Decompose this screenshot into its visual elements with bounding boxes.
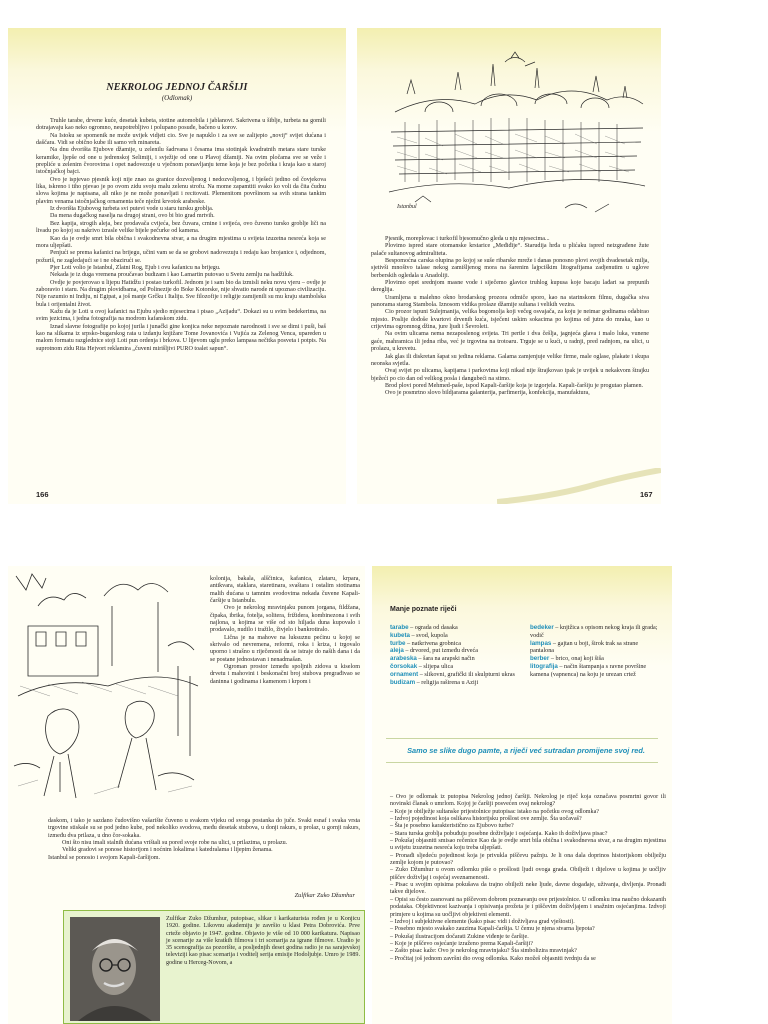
- paragraph: Bez kapija, strogih aleja, bez prodavača cvijeća, bez čuvara, crnine i svijeća, ovo čuveno tursko groblje liči na livadu po kojoj su nakrivo izrasle velike bijele pečurke od kamena.: [36, 220, 326, 235]
- paragraph: Ovo je posmrtno slovo bildjarama galanterija, parfimerija, konfekcija, manufaktura,: [385, 390, 590, 397]
- paragraph: Plovimo ispred stare otomanske krstarice „Međiđije“. Starudija hrđa u plićaku ispred neizgrađene žute palače sultanovog admiraliteta.: [371, 243, 649, 257]
- glossary-entry: tarabe – ograda od dasaka: [390, 624, 458, 631]
- article-text-full-width: [48, 818, 360, 862]
- paragraph: Da mena dugačkog naselja na drugoj strani, ovo bi bio grad mrtvih.: [50, 213, 215, 220]
- author-photo: [70, 917, 160, 1021]
- article-text-right-column: [210, 576, 360, 686]
- paragraph: daskom, i tako je sazdano čudovišno vašarište čuveno u svakom vijeku od svoga postanka do juče. Svaki esnaf i svaka vrsta trgovine stiskale su se pod jedno kube, pod nekoliko svodova, među desetak stubova, u donji rakurs, u prolaz, u gornji rakurs, između dva prilaza, u dno čor-sokaka.: [48, 818, 360, 839]
- paragraph: Ovo je ispjevao pjesnik koji nije znao za granice dozvoljenog i nedozvoljenog, i bješeći jedino od čovjekova lika, iskreno i tiho pjevao je po ovom zidu svoju malu zelenu strofu. Na mome zapamtiti svako ko voli da čita čudnu slova kojima je napisana, ali niko je ne može ponavljati i recitovati. Plemenitom površinom sa svih strana tankim plavim venama istočnjačkog ornamenta teče nježni krvotok arabeske.: [36, 176, 326, 205]
- paragraph: Brod plovi pored Mehmed-paše, ispod Kapali-čaršije koja je izgorjela. Kapali-čaršiju je progutao plamen.: [385, 382, 644, 389]
- paragraph: Pjer Loti volio je Istanbul, Zlatni Rog, Ejub i ovu kafanicu na brijegu.: [50, 264, 221, 271]
- glossary-entry: lampas – gajtan u boji, širok trak sa strane pantalona: [530, 639, 639, 655]
- paragraph: Oni što nisu imali stalnih dućana vrištali su pored svoje robe na ulici, u prilazima, u prolazu.: [62, 840, 288, 847]
- highlight-quote: Samo se slike dugo pamte, a riječi već sutradan promijene svoj red.: [407, 746, 645, 755]
- paragraph: Na dnu dvorišta Ejubove džamije, u zelenilu šadrvana i česama ima stotinjak kvadratnih metara stare turske keramike, ljepše od one u jedrenskoj Selimiji, i svježije od one u Plavoj džamiji. Na ovim pločama sve se veže i prepliće u zelenim čvorovima i opet nadovezuje u vječnom ponavljanju teme koja je bez početka i kraja kao u staroj istočnjačkoj bajci.: [36, 147, 326, 176]
- question: – Koje je obilježje sultanske prijestolnice putopisac istako na početku ovog odlomka?: [390, 808, 599, 815]
- paragraph: Istanbul se ponosio i svojom Kapali-čaršijom.: [48, 854, 161, 861]
- article-text: [36, 118, 326, 353]
- paragraph: Ovaj svijet po ulicama, kapijama i parkovima koji nikad nije štrajkovao ipak je uvijek u nekakvom štrajku bježeći po cio dan od velikog posla i dangubeći na stimo.: [371, 368, 649, 382]
- page-167: [357, 28, 661, 504]
- glossary-entry: budizam – religija raširena u Aziji: [390, 678, 479, 686]
- paragraph: Na Istoku se spomenik ne može uvijek vidjeti cio. Sve je napuklo i za sve se zalijepio „novij“ svijet dućana i daščara. Vidi se obično kube ili samo vrh minareta.: [36, 132, 326, 147]
- author-signature: Zulfikar Zuko Džumhur: [294, 892, 355, 899]
- paragraph: Nekada je iz duga vremena proučavao budizam i kao Lamartin putovao u Svetu zemlju na hadžiluk.: [50, 272, 294, 279]
- illustration-caption: Istanbul: [397, 204, 417, 210]
- istanbul-sketch-illustration: [385, 42, 649, 222]
- paragraph: Bespomoćna carska olupina po kojoj se suše ribarske mreže i danas ponosno plovi svojih dvadesetak milja, sjetivši mnoštvo talase nekog zamišljenog mora na šarenim lajpciškim litografijama zadjenutim u uglove berberskih ogledala u Anadoliji.: [371, 258, 649, 279]
- paragraph: Kažu da je Loti u ovoj kafanici na Ejubu sjedio mjesecima i pisao „Azijadu“. Dokazi su u svim bedekerima, na svim jezicima, i jedna fotografija na modrom kafanskom zidu.: [36, 308, 326, 323]
- paragraph: Truhle tarabe, drvene kuće, desetak kubeta, stotine automobila i jablanovi. Sakrivena u šiblje, turbeta na gomili dotrajavaju kao neko ogromno, neupotrebljivo i polupano posuđe, bačeno u korov.: [36, 118, 326, 132]
- question: – Izdvoj pojedinost koja oslikava historijsku prošlost ove zemlje. Šta uočavaš?: [390, 816, 582, 823]
- paragraph: Cio prozor ispuni Sulejmanija, velika bogomolja koji večeg osvajača, za koju je neimar godinama odabirao mjesto. Poslije dođoše kvartovi drvenih kuća, isječeni uskim sokacima po kojima od jutra do mraka, kao u crijevima ogromnog džina, jure ljudi i Ševroleti.: [371, 309, 649, 331]
- question: – Zuko Džumhur u ovom odlomku piše o prošlosti ljudi ovoga grada. Obilježi i dijelove u kojima je uočljiv piščev doživljaj i osjećaj sveznamenosti.: [390, 867, 666, 881]
- paragraph: Na ovim ulicama nema nezaposlenog svijeta. Tri pertle i dva češlja, jagnjeća glava i malo luka, vunene gaće, mahramica ili jedna riba, već je trgovina na trotoaru. Trguje se u kući, u radnji, pred radnjom, na ulici, u prolazu, u krevetu.: [371, 331, 649, 353]
- paragraph: Penjući se prema kafanici na brijegu, učini vam se da se grobovi nadovezuju i redaju kao brojanice i, odjednom, požuriš, ne zagledajući se i ne obazirući se.: [36, 250, 326, 264]
- glossary-entry: turbe – natkrivena grobnica: [390, 639, 461, 647]
- question: – Šta je posebno karakteristično za Ejubovo turbe?: [390, 823, 514, 830]
- page-168: [8, 566, 365, 1024]
- glossary-entry: ornament – slikovni, grafički ili skulpturni ukras: [390, 670, 515, 678]
- questions-list: [390, 794, 666, 963]
- article-text: [371, 236, 649, 398]
- question: – Pisac u svojim opisima pokušava da trajno obilježi neke ljude, davne događaje, uživanja, divljenja. Pronađi takve dijelove.: [390, 882, 666, 896]
- glossary-title: Manje poznate riječi: [390, 606, 457, 613]
- glossary-entry: čorsokak – slijepa ulica: [390, 662, 454, 670]
- paragraph: Lična je na mahove na luksuznu pećinu u kojoj se skrivalo od nevremena, reformi, roka i kriza, i trgovalo uporno i strašno u riječenosti da se istraje do naših dana i da se postane jednostavan i nenadmašan.: [210, 634, 360, 663]
- paragraph: Ogroman prostor između spoljnih zidova u kiselom drvetu i mahovini i beskonačni broj stubova pregrađivao se daninna i godinama i kamenom i krpom i: [210, 664, 360, 685]
- glossary-right-column: [530, 624, 658, 679]
- paragraph: Uramljena u malehno okno brodarskog prozora odmiče sporo, kao na starinskom filmu, dugačka siva panorama starog Stambola. Iznosom vidika prolaze džamije sultana i velikih vezira.: [371, 294, 649, 309]
- question: – Pokušaj objasniti smisao rečenice Kao da je ovdje smrt bila obična i svakodnevna stvar, a na drugim mjestima u svijetu izuzetna nesreća koju treba uljepšati.: [390, 838, 666, 852]
- paragraph: Kao da je ovdje smrt bila obična i svakodnevna stvar, a na drugim mjestima u svijeta izuzetna nesreća koja se mora uljepšati.: [36, 235, 326, 249]
- glossary-entry: kubeta – svod, kupola: [390, 631, 448, 639]
- kapali-carsija-sketch-illustration: [8, 566, 204, 806]
- page-169: [372, 566, 672, 1024]
- question: – Pokušaj ilustracijom dočarati Zukine viđenje te čaršije.: [390, 933, 529, 940]
- paragraph: Veliki gradovi se ponose historijom i noćnim lokalima i katedralama i lijepim ženama.: [62, 847, 273, 854]
- paragraph: Iz dvorišta Ejubovog turbeta svi putevi vode u staru tursku groblja.: [50, 206, 214, 213]
- question: – Pronađi sljedeću pojedinost koja je privukla piščevu pažnju. Je li ona dala doprinos historijskom obilježju zemlje kojom je putovao?: [390, 852, 666, 867]
- glossary-left-column: [390, 624, 520, 686]
- paragraph: Ovo je nekrolog mravinjaku punom jorgana, fildžana, čipaka, ibrika, fotelja, solitera, frižidera, kombinezona i svih najlona, u kojima se više od sto hiljada duna kupovalo i prodavalo, nudilo i tražilo, živjelo i bankrotiralo.: [210, 605, 360, 634]
- paragraph: Ovdje je povjerovao u lijepu Hatidžu i postao turkofil. Jednom je i sam bio da izmisli neku novu vjeru – ovdje je zaboravio i staru. Na drugim plovidbama, od Polinezije do Boke Kotorske, nije shvatio narode ni upoznao civilizaciju. Nije razumio ni Indiju, ni Egipat, a još manje Grčku i Italiju. Sve filozofije i religije zamijenili su mu kraju stambolska bula i orijentalni život.: [36, 279, 326, 308]
- question: – Zašto pisac kaže: Ovo je nekrolog mravinjaku? Šta simbolizira mravinjak?: [390, 948, 577, 955]
- question: – Opisi su često zasnovani na piščevom dobrom poznavanju ove prijestolnice. U odlomku ima naučno dokazanih podataka. Objektivnost kazivanja i opisivanja prožeta je i piščevim doživljajem i snažnim osjećanjima. Izdvoji primjere u kojima su uočljivi objektivni elementi.: [390, 896, 666, 918]
- quote-divider-bottom: [386, 762, 658, 763]
- page-number: 166: [36, 490, 49, 499]
- glossary-entry: berber – brico, onaj koji šiša: [530, 655, 604, 663]
- question: – Izdvoj i subjektivne elemente (kako pisac vidi i doživljava grad vještosti).: [390, 918, 575, 925]
- question: – Ovo je odlomak iz putopisa Nekrolog jednoj čaršiji. Nekrolog je riječ koja označava posmrtni govor ili novinski članak o umrlom. Kojoj je čaršiji posvećen ovaj nekrolog?: [390, 794, 666, 808]
- question: – Posebno mjesto svakako zauzima Kapali-čaršija. U čemu je njena stvarna ljepota?: [390, 926, 595, 933]
- paragraph: Iznad slavne fotografije po kojoj jurila i junački gine konjica neke nepoznate narodnosti i sve se dimi i puši, baš kao na slikama iz srpsko-bugarskog rata u izdanju knjižare Tome Jovanovića i Vujića za Zelenog Venca, upareden u malom formatu razglednice stoji Loti pun ordenja i brkova. U lijevom uglu preko lampasa nečitka posveta i potpis. Na suprotnom zidu Rita Hejvort reklamira „čuveni mirišljivi PURO toalet sapun“.: [36, 323, 326, 352]
- author-bio-box: [63, 910, 365, 1024]
- page-166: [8, 28, 346, 504]
- question: – Stara turska groblja pobuđuju posebne doživljaje i osjećanja. Kako ih doživljava pisac?: [390, 830, 608, 837]
- page-title: NEKROLOG JEDNOJ ČARŠIJI: [106, 82, 248, 93]
- paragraph: Plovimo opet srednjom masne vode i siječemo glavice truhlog kupusa koje bacaju lađari sa prepunih dereglija.: [371, 280, 649, 294]
- quote-divider-top: [386, 738, 658, 739]
- page-subtitle: (Odlomak): [161, 94, 193, 102]
- question: – Koje je piščevo osjećanje izraženo prema Kapali-čaršiji?: [390, 940, 533, 947]
- decorative-swoosh: [497, 468, 661, 504]
- glossary-entry: bedeker – knjižica s opisom nekog kraja ili grada; vodič: [530, 624, 658, 639]
- page-number: 167: [640, 490, 653, 499]
- paragraph: Pjesnik, moreplovac i turkofil bjesomučno gleda u nju mjesecima...: [385, 236, 550, 242]
- paragraph: Jak glas ili diskretan šapat su jedina reklama. Galama zamjenjuje velike firme, male oglase, plakate i skupa neonska svjetla.: [371, 353, 649, 367]
- paragraph: kolonija, bakala, alščinica, kafanica, zlataru, krpara, antikvara, staklara, staretinara, svaštara i ostalim stotinama malih dućana u tamnim svodovima nekada čuvene Kapali-čaršije u Istanbulu.: [210, 576, 360, 605]
- glossary-entry: litografija – način štampanja s ravne površine kamena (vapnenca) na koju je urezan crtež: [530, 662, 647, 678]
- author-bio-text: Zulfikar Zuko Džumhur, putopisac, slikar i karikaturista rođen je u Konjicu 1920. godine. Likovnu akademiju je završio u klasi Petra Dobrovića. Prve crteže objavio je 1947. godine. Objavio je više od 10 000 karikatura. Napisao je scenarije za više kratkih filmova i tri scenarija za igrane filmove. Uradio je 35 scenografija za pozorište, a posljednjih deset godina radio je na sarajevskoj televiziji kao pisac scenarija i voditelj serija emisije Hodoljubje. Umro je 1989. godine u Herceg-Novom, a: [166, 916, 360, 966]
- question: – Pročitaj još jednom završni dio ovog odlomka. Kako možeš objasniti tvrdnju da se: [390, 955, 596, 962]
- glossary-entry: aleja – drvored, put između drveća: [390, 647, 478, 655]
- glossary-entry: arabeska – šara na arapski način: [390, 655, 475, 663]
